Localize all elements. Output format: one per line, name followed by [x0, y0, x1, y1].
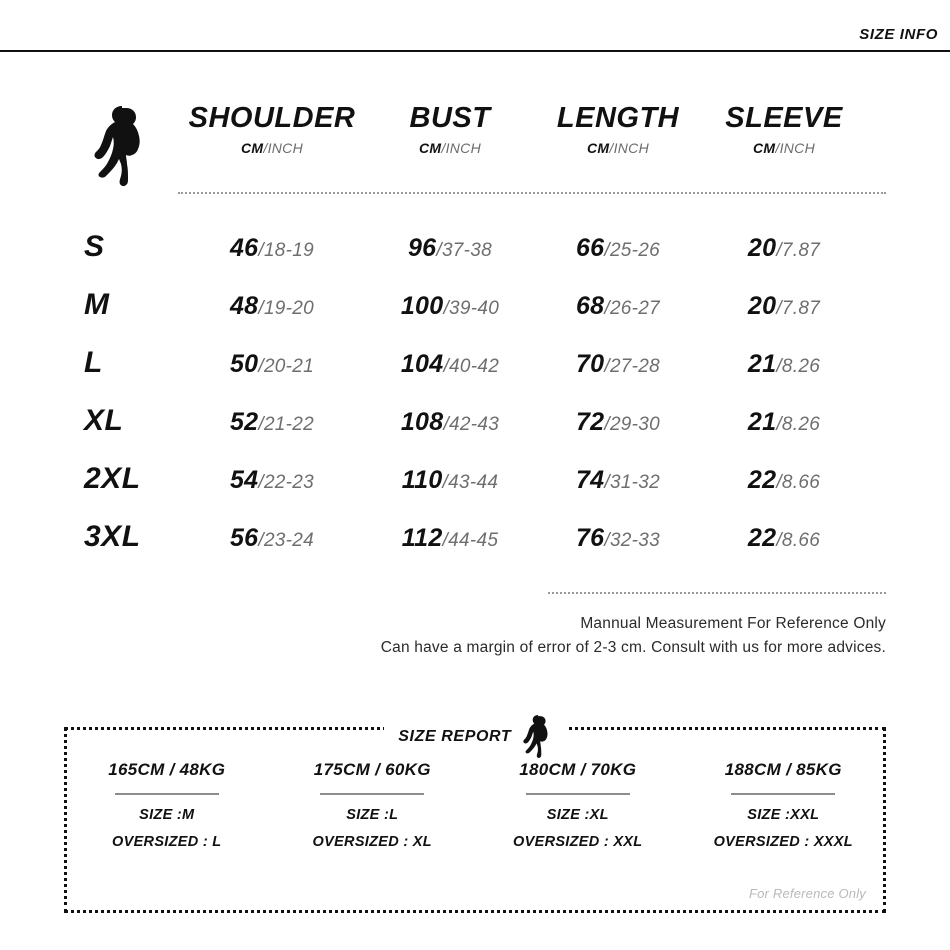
note-dotted-divider [548, 592, 886, 594]
value-inch: /20-21 [258, 356, 315, 377]
value-cm: 76 [575, 524, 605, 552]
value-inch: /39-40 [443, 298, 500, 319]
column-header-length-label: LENGTH [556, 102, 680, 134]
size-report-oversized: OVERSIZED : XXL [513, 834, 643, 850]
value-cm: 112 [401, 524, 443, 552]
value-cm: 22 [747, 524, 777, 552]
value-cm: 56 [229, 524, 259, 552]
size-report-title-wrap [0, 712, 950, 746]
value-inch: /8.26 [776, 356, 821, 377]
value-cm: 46 [229, 234, 259, 262]
cell-3xl-shoulder [172, 524, 372, 553]
header-divider [0, 50, 950, 52]
size-report-divider [320, 793, 424, 795]
unit-inch: /INCH [775, 140, 815, 156]
value-cm: 74 [575, 466, 605, 494]
ape-walking-icon [522, 712, 552, 762]
value-inch: /25-26 [604, 240, 661, 261]
cell-2xl-shoulder [172, 466, 372, 495]
ape-walking-icon [92, 104, 148, 190]
value-inch: /44-45 [442, 530, 499, 551]
value-inch: /21-22 [258, 414, 315, 435]
value-inch: /23-24 [258, 530, 315, 551]
unit-cm: CM [241, 140, 264, 156]
value-inch: /43-44 [442, 472, 499, 493]
value-cm: 108 [400, 408, 444, 436]
value-inch: /7.87 [776, 240, 821, 261]
size-report-columns [64, 760, 886, 861]
row-label-m: M [84, 288, 110, 321]
size-report-col-188cm [681, 760, 887, 861]
size-report-head: 165CM / 48KG [108, 760, 226, 779]
size-report-divider [526, 793, 630, 795]
row-label-2xl: 2XL [84, 462, 141, 495]
measurement-note-line-1: Mannual Measurement For Reference Only [580, 615, 886, 632]
page-title: SIZE INFO [859, 26, 938, 43]
column-header-sleeve-units [684, 140, 884, 156]
cell-l-sleeve [684, 350, 884, 379]
size-report-title-inner [384, 712, 565, 762]
unit-inch: /INCH [263, 140, 303, 156]
column-header-sleeve-label: SLEEVE [725, 102, 843, 134]
value-inch: /19-20 [258, 298, 315, 319]
size-report-head: 175CM / 60KG [313, 760, 431, 779]
cell-s-sleeve [684, 234, 884, 263]
size-report-head: 188CM / 85KG [724, 760, 842, 779]
cell-m-shoulder [172, 292, 372, 321]
value-cm: 110 [401, 466, 443, 494]
size-report-footnote: For Reference Only [748, 886, 866, 901]
cell-xl-sleeve [684, 408, 884, 437]
row-label-l: L [84, 346, 103, 379]
value-cm: 20 [747, 292, 777, 320]
value-inch: /7.87 [776, 298, 821, 319]
size-report-divider [115, 793, 219, 795]
value-cm: 50 [229, 350, 259, 378]
cell-xl-shoulder [172, 408, 372, 437]
size-report-title: SIZE REPORT [398, 728, 512, 745]
cell-3xl-sleeve [684, 524, 884, 553]
value-inch: /8.26 [776, 414, 821, 435]
size-report-oversized: OVERSIZED : L [112, 834, 222, 850]
value-cm: 68 [575, 292, 605, 320]
value-cm: 70 [575, 350, 605, 378]
size-report-col-180cm [475, 760, 681, 861]
value-cm: 20 [747, 234, 777, 262]
size-report-oversized: OVERSIZED : XL [312, 834, 432, 850]
size-report-size: SIZE :XXL [747, 807, 820, 823]
size-report-col-175cm [270, 760, 476, 861]
column-header-shoulder-units [172, 140, 372, 156]
value-inch: /8.66 [776, 472, 821, 493]
size-report-divider [731, 793, 835, 795]
value-inch: /42-43 [443, 414, 500, 435]
value-cm: 66 [575, 234, 605, 262]
column-header-bust-label: BUST [409, 102, 491, 134]
value-cm: 100 [400, 292, 444, 320]
column-header-sleeve [684, 104, 884, 156]
unit-cm: CM [419, 140, 442, 156]
value-cm: 52 [229, 408, 259, 436]
cell-s-shoulder [172, 234, 372, 263]
value-cm: 96 [407, 234, 437, 262]
row-label-3xl: 3XL [84, 520, 141, 553]
cell-2xl-sleeve [684, 466, 884, 495]
cell-m-sleeve [684, 292, 884, 321]
value-cm: 104 [400, 350, 444, 378]
size-report-col-165cm [64, 760, 270, 861]
cell-l-shoulder [172, 350, 372, 379]
value-inch: /8.66 [776, 530, 821, 551]
value-inch: /37-38 [436, 240, 493, 261]
size-report-oversized: OVERSIZED : XXXL [713, 834, 853, 850]
value-cm: 21 [747, 350, 777, 378]
column-header-shoulder-label: SHOULDER [188, 102, 356, 134]
value-cm: 21 [747, 408, 777, 436]
value-cm: 72 [575, 408, 605, 436]
row-label-s: S [84, 230, 105, 263]
row-label-xl: XL [84, 404, 124, 437]
value-inch: /31-32 [604, 472, 661, 493]
value-cm: 54 [229, 466, 259, 494]
size-report-head: 180CM / 70KG [519, 760, 637, 779]
value-inch: /26-27 [604, 298, 661, 319]
size-report-size: SIZE :M [139, 807, 195, 823]
value-inch: /22-23 [258, 472, 315, 493]
value-inch: /27-28 [604, 356, 661, 377]
value-cm: 22 [747, 466, 777, 494]
value-inch: /18-19 [258, 240, 315, 261]
unit-cm: CM [587, 140, 610, 156]
value-inch: /32-33 [604, 530, 661, 551]
size-report-size: SIZE :L [346, 807, 399, 823]
header-dotted-divider [178, 192, 886, 194]
unit-inch: /INCH [441, 140, 481, 156]
measurement-note-line-2: Can have a margin of error of 2-3 cm. Consult with us for more advices. [380, 639, 886, 657]
measurement-note [0, 612, 950, 660]
unit-cm: CM [753, 140, 776, 156]
unit-inch: /INCH [609, 140, 649, 156]
value-inch: /40-42 [443, 356, 500, 377]
column-header-shoulder [172, 104, 372, 156]
value-inch: /29-30 [604, 414, 661, 435]
size-report-size: SIZE :XL [546, 807, 609, 823]
value-cm: 48 [229, 292, 259, 320]
